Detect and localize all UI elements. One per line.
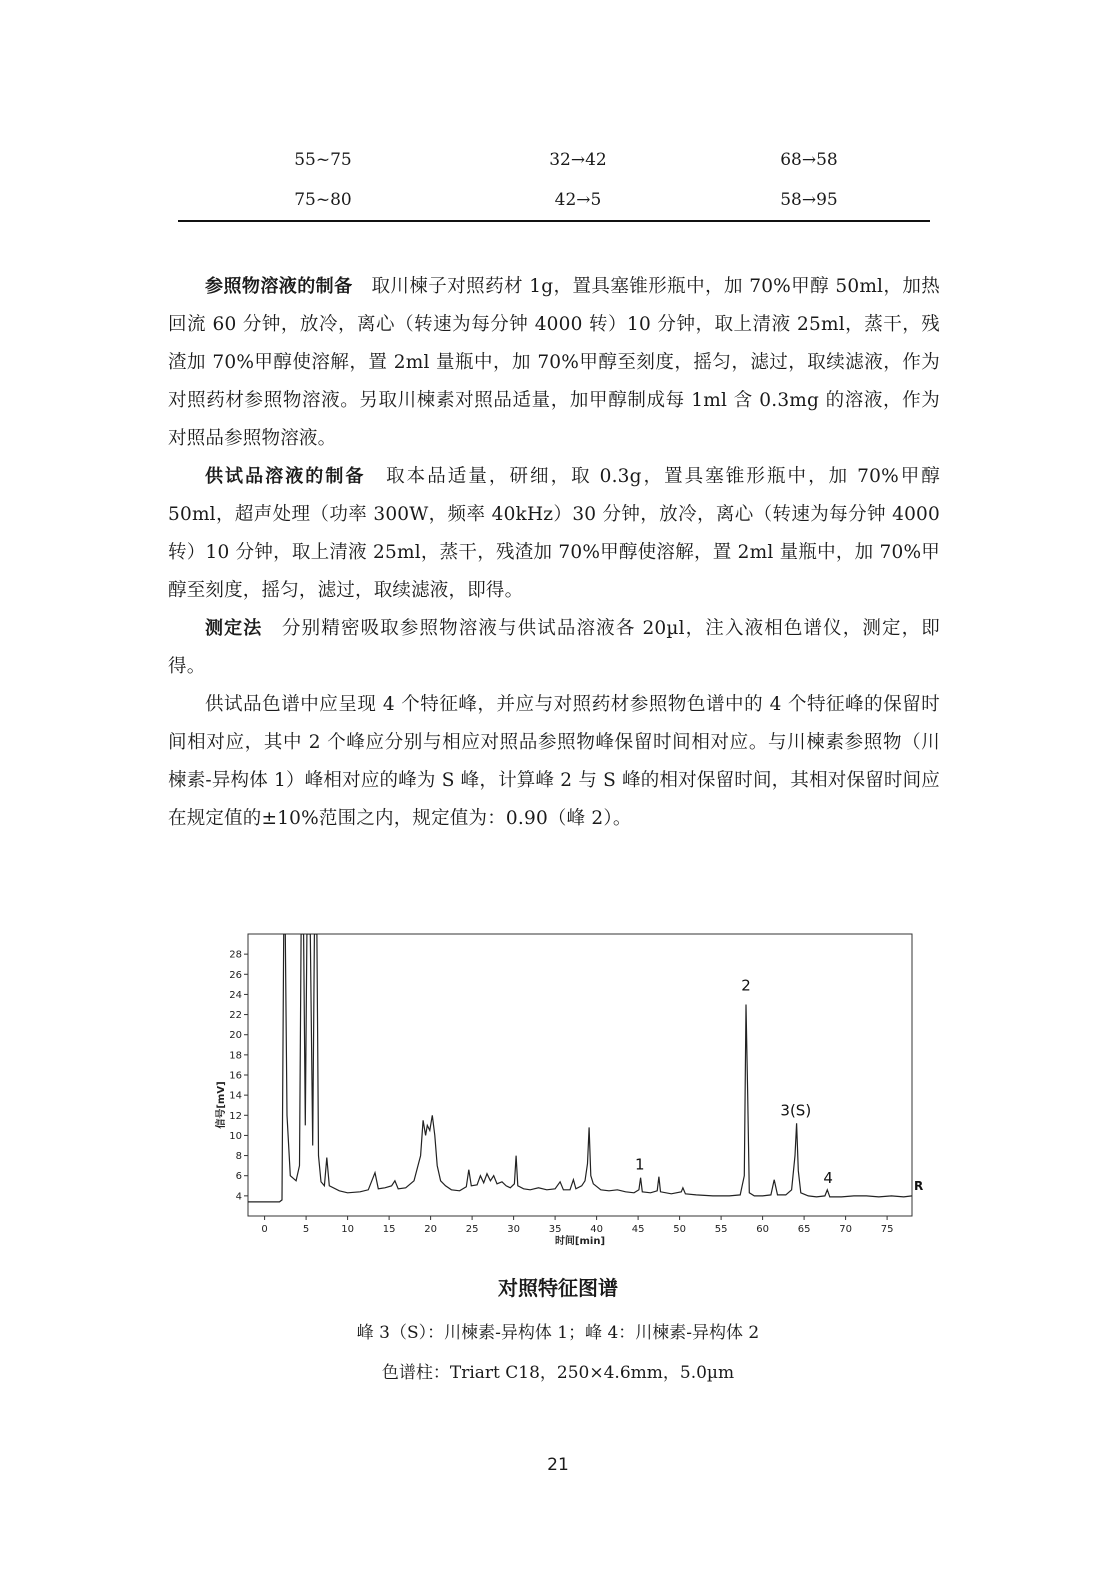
x-tick-label: 0 bbox=[261, 1224, 268, 1235]
x-tick-label: 20 bbox=[424, 1224, 437, 1235]
x-tick-label: 55 bbox=[714, 1224, 728, 1235]
body-text bbox=[168, 268, 940, 838]
sample-solution-paragraph bbox=[168, 458, 940, 610]
y-tick-label: 4 bbox=[235, 1191, 242, 1203]
x-tick-label: 35 bbox=[548, 1224, 562, 1235]
y-tick-label: 6 bbox=[235, 1171, 242, 1183]
peak-label: 4 bbox=[823, 1168, 833, 1187]
y-tick-label: 18 bbox=[229, 1050, 242, 1062]
peak-label: 1 bbox=[634, 1155, 645, 1174]
table-cell: 58→95 bbox=[780, 190, 838, 210]
y-tick-label: 12 bbox=[229, 1110, 242, 1122]
chromatogram-svg bbox=[208, 926, 928, 1256]
x-tick-label: 40 bbox=[590, 1224, 603, 1235]
plot-frame bbox=[248, 934, 912, 1216]
reference-solution-paragraph bbox=[168, 268, 940, 458]
table-cell: 55~75 bbox=[294, 150, 352, 170]
y-tick-label: 20 bbox=[229, 1030, 242, 1042]
chart-title: 对照特征图谱 bbox=[498, 1276, 618, 1300]
peak-label: 2 bbox=[741, 976, 751, 995]
y-tick-label: 22 bbox=[229, 1010, 242, 1022]
x-tick-label: 75 bbox=[880, 1224, 894, 1235]
table-cell: 42→5 bbox=[554, 190, 602, 210]
section-heading: 测定法 bbox=[205, 618, 263, 639]
x-tick-label: 10 bbox=[341, 1224, 354, 1235]
table-cell: 32→42 bbox=[549, 150, 607, 170]
x-tick-label: 25 bbox=[465, 1224, 479, 1235]
end-marker: R bbox=[914, 1178, 924, 1193]
x-tick-label: 70 bbox=[839, 1224, 852, 1235]
signal-trace bbox=[248, 934, 912, 1202]
x-tick-label: 50 bbox=[673, 1224, 686, 1235]
section-heading: 参照物溶液的制备 bbox=[205, 276, 353, 297]
y-axis-label: 信号[mV] bbox=[216, 1081, 227, 1129]
y-tick-label: 16 bbox=[229, 1070, 242, 1082]
y-tick-label: 14 bbox=[229, 1090, 242, 1102]
table-cell: 68→58 bbox=[780, 150, 838, 170]
y-tick-label: 26 bbox=[229, 969, 242, 981]
x-tick-label: 15 bbox=[382, 1224, 396, 1235]
x-axis-label: 时间[min] bbox=[554, 1236, 606, 1247]
y-tick-label: 10 bbox=[229, 1130, 242, 1142]
y-tick-label: 28 bbox=[229, 949, 242, 961]
table-bottom-rule bbox=[178, 220, 930, 222]
x-tick-label: 65 bbox=[797, 1224, 811, 1235]
x-tick-label: 45 bbox=[631, 1224, 645, 1235]
peak-caption: 峰 3（S）：川楝素-异构体 1；峰 4：川楝素-异构体 2 bbox=[356, 1323, 760, 1343]
chromatogram-chart bbox=[208, 926, 928, 1256]
gradient-table bbox=[178, 140, 930, 222]
peak-label: 3(S) bbox=[780, 1101, 812, 1120]
x-tick-label: 60 bbox=[756, 1224, 769, 1235]
column-caption: 色谱柱：Triart C18，250×4.6mm，5.0µm bbox=[381, 1363, 735, 1383]
y-tick-label: 24 bbox=[229, 989, 242, 1001]
x-tick-label: 30 bbox=[507, 1224, 520, 1235]
table-row bbox=[178, 140, 930, 180]
criteria-paragraph bbox=[168, 686, 940, 838]
table-row bbox=[178, 180, 930, 220]
page-number: 21 bbox=[547, 1455, 569, 1475]
table-cell: 75~80 bbox=[294, 190, 352, 210]
method-paragraph bbox=[168, 610, 940, 686]
paragraph-text: 分别精密吸取参照物溶液与供试品溶液各 20µl，注入液相色谱仪，测定，即得。 bbox=[168, 618, 940, 677]
y-tick-label: 8 bbox=[235, 1151, 242, 1163]
x-tick-label: 5 bbox=[302, 1224, 310, 1235]
paragraph-text: 取本品适量，研细，取 0.3g，置具塞锥形瓶中，加 70%甲醇 50ml，超声处理（功率 300W，频率 40kHz）30 分钟，放冷，离心（转速为每分钟 4000 转）10 分钟，取上清液 25ml，蒸干，残渣加 70%甲醇使溶解，置 2ml 量瓶中，加 70%甲醇至刻度，摇匀，滤过，取续滤液，即得。 bbox=[168, 466, 940, 601]
section-heading: 供试品溶液的制备 bbox=[205, 466, 366, 487]
paragraph-text: 供试品色谱中应呈现 4 个特征峰，并应与对照药材参照物色谱中的 4 个特征峰的保留时间相对应，其中 2 个峰应分别与相应对照品参照物峰保留时间相对应。与川楝素参照物（川楝素-异构体 1）峰相对应的峰为 S 峰，计算峰 2 与 S 峰的相对保留时间，其相对保留时间应在规定值的±10%范围之内，规定值为：0.90（峰 2）。 bbox=[168, 694, 940, 829]
paragraph-text: 取川楝子对照药材 1g，置具塞锥形瓶中，加 70%甲醇 50ml，加热回流 60 分钟，放冷，离心（转速为每分钟 4000 转）10 分钟，取上清液 25ml，蒸干，残渣加 70%甲醇使溶解，置 2ml 量瓶中，加 70%甲醇至刻度，摇匀，滤过，取续滤液，作为对照药材参照物溶液。另取川楝素对照品适量，加甲醇制成每 1ml 含 0.3mg 的溶液，作为对照品参照物溶液。 bbox=[168, 276, 940, 449]
